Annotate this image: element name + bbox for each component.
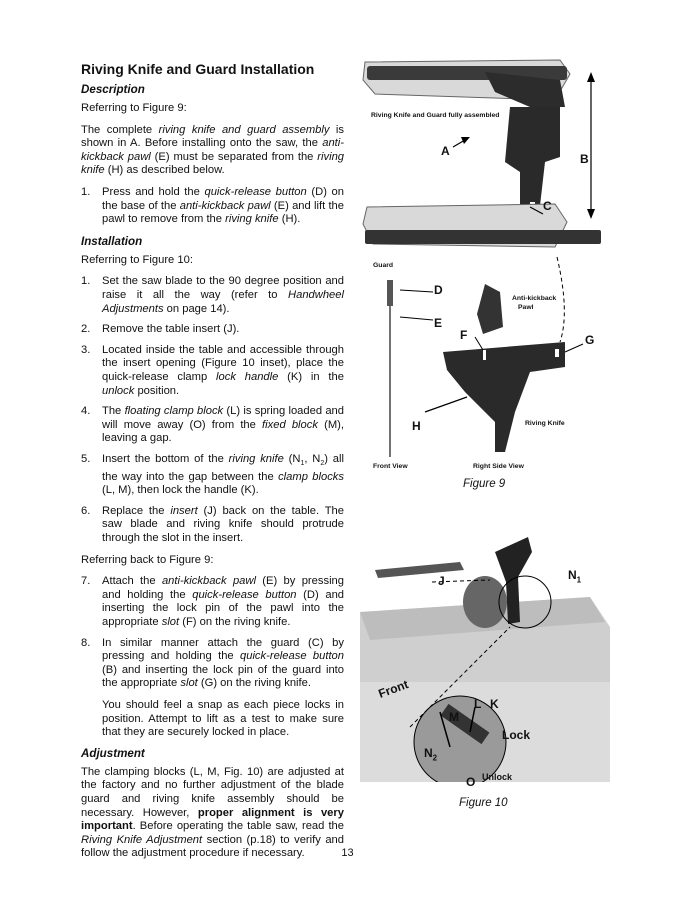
label-N1: $N_1$ [568,568,582,585]
adjustment-paragraph: The clamping blocks (L, M, Fig. 10) are adjusted at the factory and no further adjustment of the blade guard and riving knife assembly should be necessary. However, proper alignment is very important. Before operating the table saw, read the Riving Knife Adjustment section (p.18) to verify and follow the adjustment procedure if necessary. [81,765,344,860]
description-heading: Description [81,83,145,96]
label-A: A [441,144,450,158]
label-assembled: Riving Knife and Guard fully assembled [371,112,500,119]
step-1: 1. Press and hold the quick-release button (D) on the base of the anti-kickback pawl (E) and lift the pawl to remove from the riving knife (H). [81,185,344,226]
page-title: Riving Knife and Guard Installation [81,61,315,77]
page-number: 13 [341,847,354,859]
install-step-4: 4. The floating clamp block (L) is spring loaded and will move away (O) from the fixed block (M), leaving a gap. [81,405,345,445]
install-step-5: 5. Insert the bottom of the riving knife ($N_1$, $N_2$) all the way into the gap between the clamp blocks (L, M), then lock the handle (K). [81,452,344,497]
label-G: G [585,333,595,347]
label-right-side-view: Right Side View [473,463,524,470]
text-column [81,60,344,869]
label-O: O [466,775,476,789]
label-B: B [580,152,589,166]
description-ref: Referring to Figure 9: [81,102,187,114]
install-step-3: 3. Located inside the table and accessible through the insert opening (Figure 10 inset), place the quick-release clamp lock handle (K) in the unlock position. [81,343,344,397]
figure-10-caption: Figure 10 [459,797,508,809]
figure-10 [360,532,610,789]
step-7: 7. Attach the anti-kickback pawl (E) by pressing and holding the quick-release button (D) and inserting the lock pin of the pawl into the appropriate slot (F) on the riving knife. [81,575,345,629]
snap-note: You should feel a snap as each piece locks in position. Attempt to lift as a test to make sure that they are securely locked in place. [102,699,344,739]
adjustment-heading: Adjustment [81,746,145,760]
back-steps [81,575,344,691]
installation-steps [81,275,344,545]
label-E: E [434,316,443,330]
label-F: F [460,328,468,342]
installation-ref: Referring to Figure 10: [81,253,193,266]
label-riving-knife: Riving Knife [525,420,565,427]
install-step-1: 1. Set the saw blade to the 90 degree position and raise it all the way (refer to Handwheel Adjustments on page 14). [81,275,344,315]
label-K: K [490,697,499,711]
label-M: M [449,710,459,724]
label-pawl-1: Anti-kickback [512,295,557,302]
label-D: D [434,283,443,297]
description-steps [81,186,344,227]
description-intro: The complete riving knife and guard assembly is shown in A. Before installing onto the saw, the anti-kickback pawl (E) must be separated from the riving knife (H) as described below. [81,123,345,177]
installation-heading: Installation [81,234,143,248]
label-C: C [543,199,552,213]
install-step-6: 6. Replace the insert (J) back on the table. The saw blade and riving knife should protrude through the slot in the insert. [81,504,344,545]
label-front-view: Front View [373,463,408,470]
label-L: L [474,697,482,711]
install-step-2: 2. Remove the table insert (J). [81,323,240,336]
label-unlock: Unlock [482,772,513,782]
figure-9-caption: Figure 9 [463,478,506,490]
label-H: H [412,419,421,433]
label-front: Front [376,677,411,701]
label-lock: Lock [502,728,531,742]
figure-9 [355,52,615,482]
step-8: 8. In similar manner attach the guard (C) by pressing and holding the quick-release button (B) and inserting the lock pin of the guard into the appropriate slot (G) on the riving knife. [81,636,344,690]
label-pawl-2: Pawl [518,304,534,311]
back-ref: Referring back to Figure 9: [81,553,214,566]
label-guard: Guard [373,262,394,269]
label-N2: $N_2$ [424,746,438,763]
label-J: J [438,574,445,588]
